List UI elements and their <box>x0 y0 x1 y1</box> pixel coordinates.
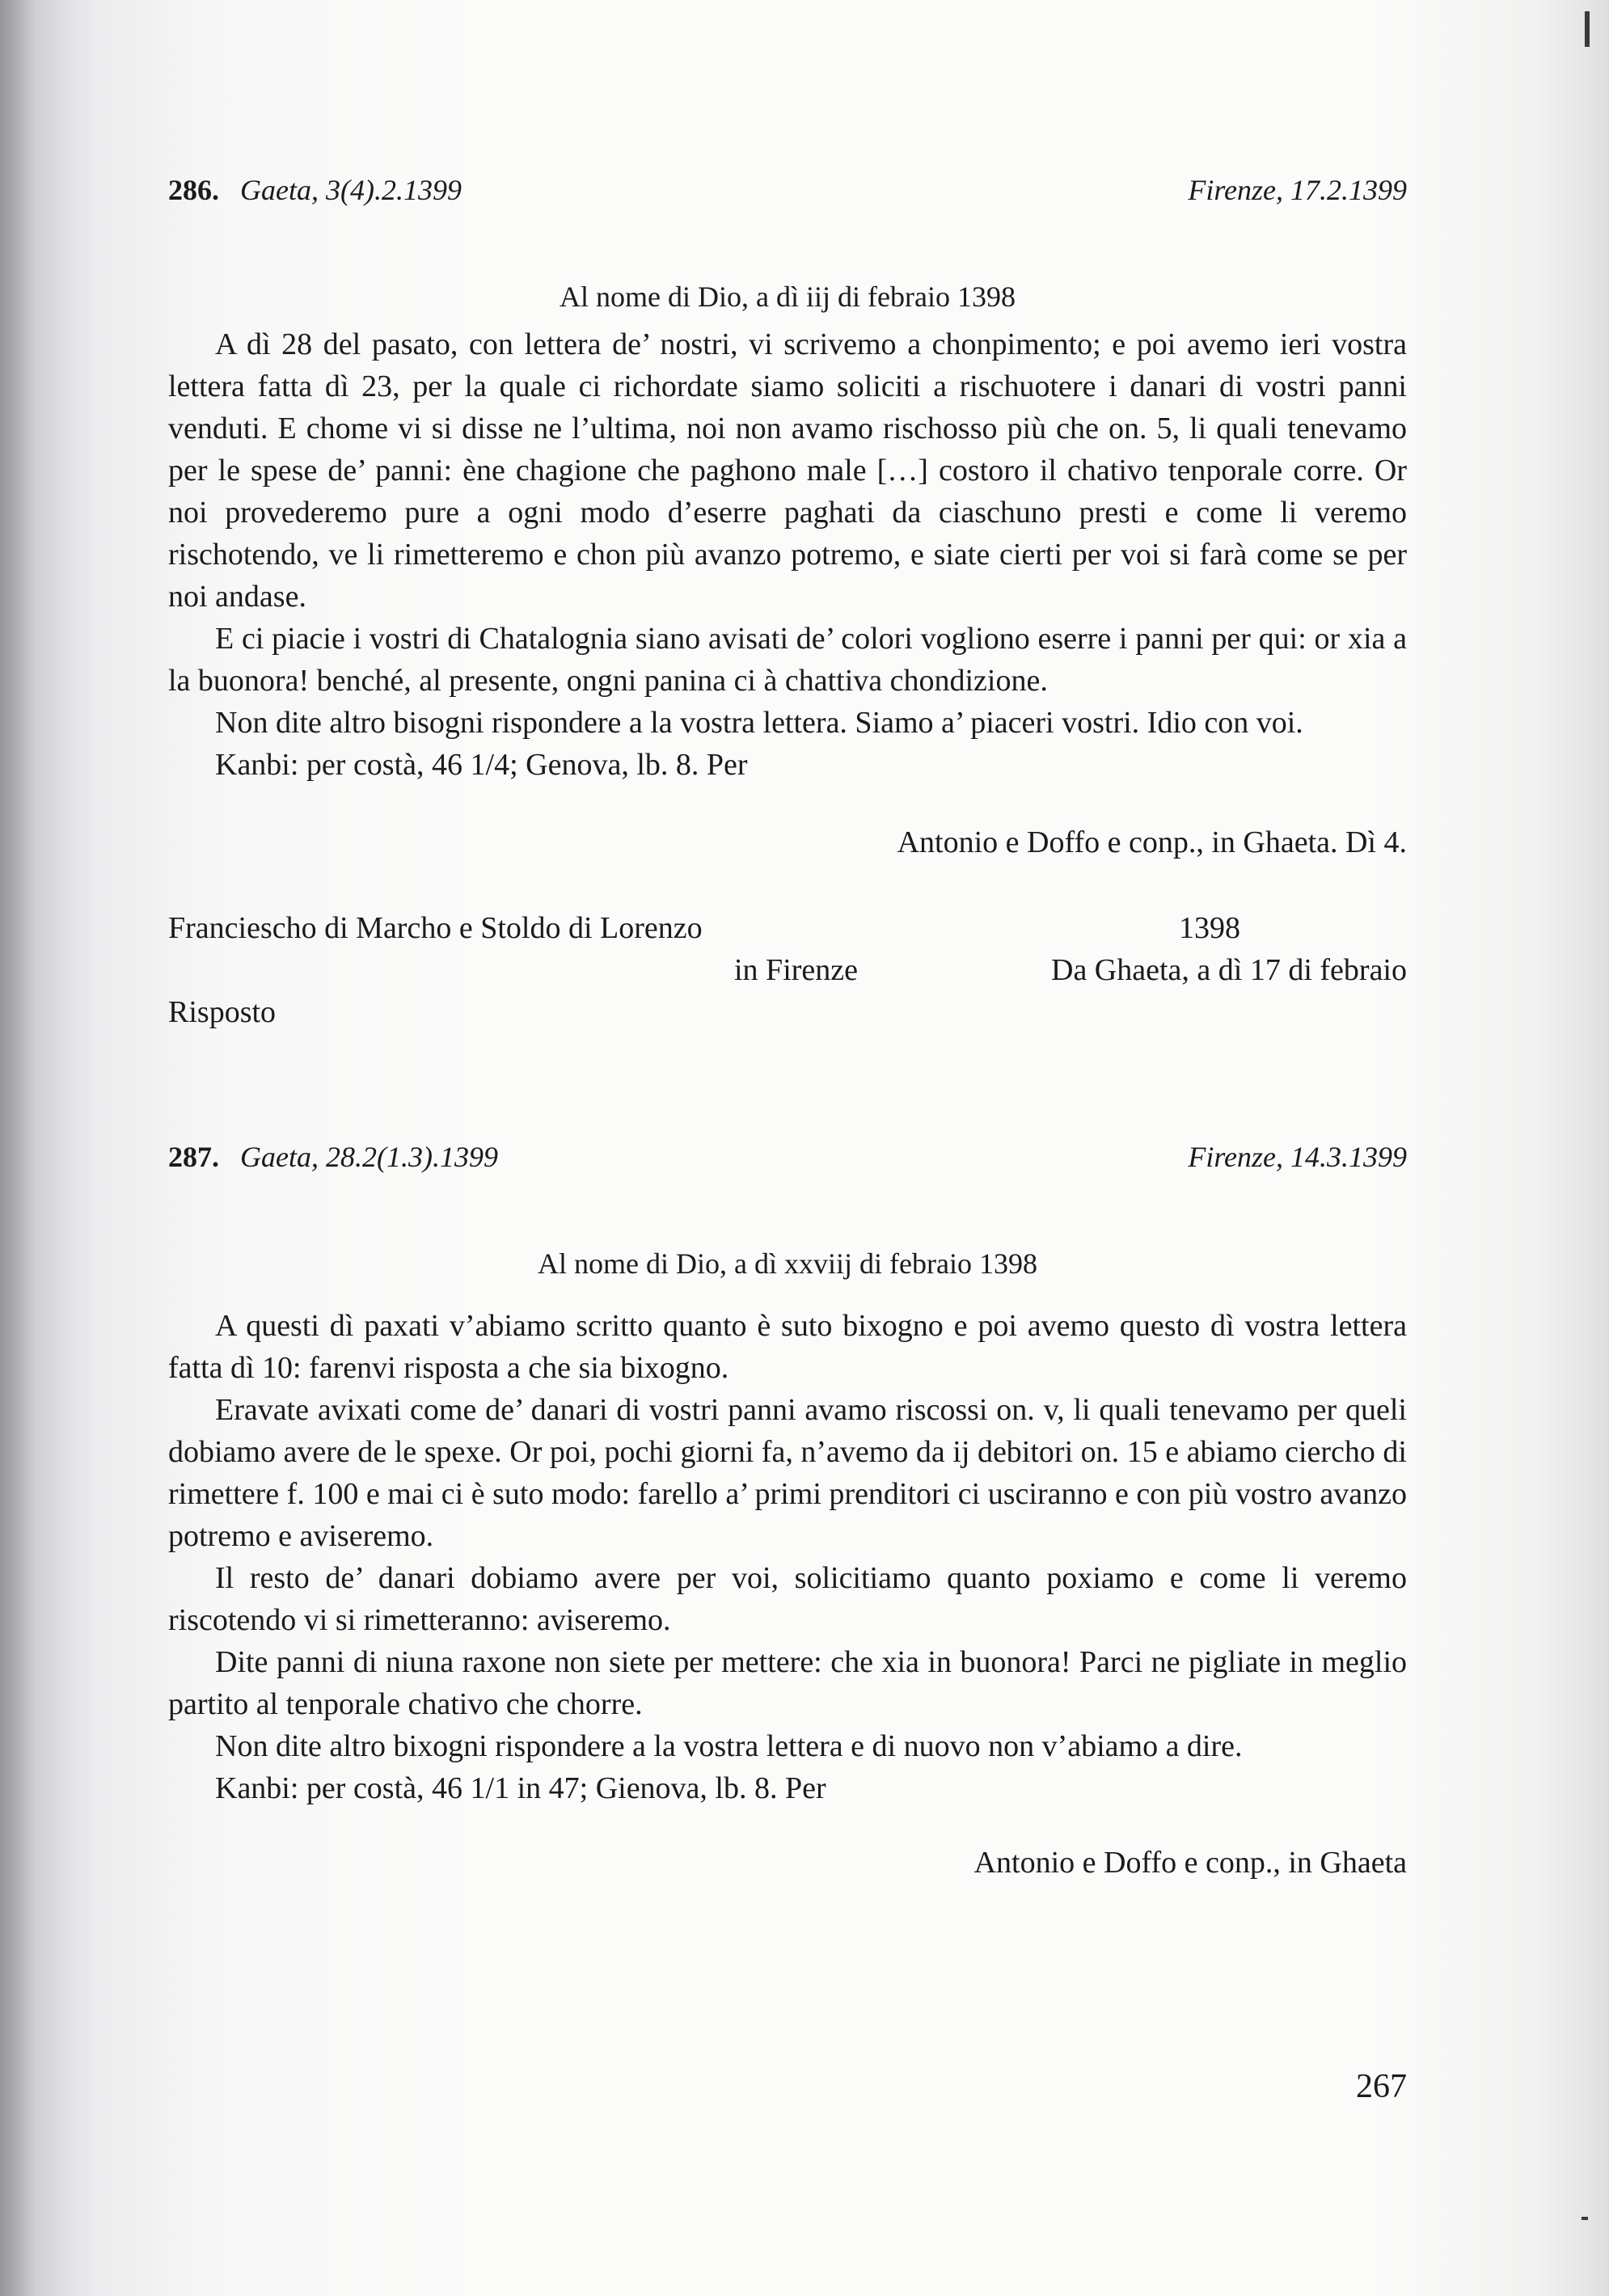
address-line-1 <box>168 907 1407 949</box>
page-number: 267 <box>1356 2068 1407 2105</box>
letter-paragraph: Non dite altro bixogni rispondere a la vostra lettera e di nuovo non v’abiamo a dire. <box>215 1729 1243 1763</box>
address-note: Risposto <box>168 995 277 1029</box>
letter-286 <box>168 170 1407 1033</box>
page-content <box>168 170 1407 1884</box>
letter-paragraph: Il resto de’ danari dobiamo avere per voi, solicitiamo quanto poxiamo e come li veremo riscotendo vi si rimetteranno: aviseremo. <box>168 1561 1407 1637</box>
letter-287 <box>168 1137 1407 1884</box>
letter-paragraph: E ci piacie i vostri di Chatalognia siano avisati de’ colori vogliono eserre i panni per qui: or xia a la buonora! benché, al presente, ongni panina ci à chattiva chondizione. <box>168 622 1407 698</box>
address-line-3 <box>168 991 1407 1033</box>
book-spine-shadow <box>0 0 73 2296</box>
letter-invocation: Al nome di Dio, a dì xxviij di febraio 1398 <box>538 1247 1037 1280</box>
letter-paragraph: Eravate avixati come de’ danari di vostri panni avamo riscossi on. v, li quali tenevamo per queli dobiamo avere de le spexe. Or poi, pochi giorni fa, n’avemo da ij debitori on. 15 e abiamo ciercho di rimettere f. 100 e mai ci è suto modo: farello a’ primi prenditori ci usciranno e con più vostro avanzo potremo e aviseremo. <box>168 1393 1407 1553</box>
letter-origin: Gaeta, 3(4).2.1399 <box>240 174 462 206</box>
letter-destination: Firenze, 17.2.1399 <box>1188 174 1407 206</box>
address-recipient: Franciescho di Marcho e Stoldo di Lorenzo <box>168 911 703 945</box>
letter-signature: Antonio e Doffo e conp., in Ghaeta. Dì 4. <box>897 825 1407 859</box>
address-dispatch: Da Ghaeta, a dì 17 di febraio <box>1051 953 1407 987</box>
letter-heading <box>168 170 1407 210</box>
letter-heading <box>168 1137 1407 1177</box>
address-place: in Firenze <box>734 953 859 987</box>
letter-number: 286. <box>168 174 219 206</box>
letter-paragraph: Kanbi: per costà, 46 1/1 in 47; Gienova, lb. 8. Per <box>215 1771 826 1805</box>
letter-paragraph: A dì 28 del pasato, con lettera de’ nostri, vi scrivemo a chonpimento; e poi avemo ieri vostra lettera fatta dì 23, per la quale ci richordate siamo soliciti a rischuotere i danari di vostri panni venduti. E chome vi si disse ne l’ultima, noi non avamo rischosso più che on. 5, li quali tenevamo per le spese de’ panni: ène chagione che paghono male […] costoro il chativo tenporale corre. Or noi provederemo pure a ogni modo d’eserre paghati da ciaschuno presti e come li veremo rischotendo, ve li rimetteremo e chon più avanzo potremo, e siate cierti per voi si farà come se per noi andase. <box>168 327 1407 614</box>
letter-invocation: Al nome di Dio, a dì iij di febraio 1398 <box>560 281 1016 313</box>
letter-paragraph: Non dite altro bisogni rispondere a la vostra lettera. Siamo a’ piaceri vostri. Idio con voi. <box>215 706 1303 740</box>
letter-paragraph: Kanbi: per costà, 46 1/4; Genova, lb. 8. Per <box>215 748 748 782</box>
address-line-2 <box>168 949 1407 991</box>
letter-destination: Firenze, 14.3.1399 <box>1188 1141 1407 1173</box>
page-corner-mark <box>1582 2217 1588 2220</box>
letter-number: 287. <box>168 1141 219 1173</box>
address-year: 1398 <box>1179 911 1240 945</box>
letter-paragraph: Dite panni di niuna raxone non siete per mettere: che xia in buonora! Parci ne pigliate in meglio partito al tenporale chativo che chorre. <box>168 1645 1407 1721</box>
letter-signature: Antonio e Doffo e conp., in Ghaeta <box>973 1846 1407 1880</box>
letter-paragraph: A questi dì paxati v’abiamo scritto quanto è suto bixogno e poi avemo questo dì vostra lettera fatta dì 10: farenvi risposta a che sia bixogno. <box>168 1309 1407 1385</box>
letter-origin: Gaeta, 28.2(1.3).1399 <box>240 1141 498 1173</box>
page-edge-mark <box>1585 11 1590 47</box>
